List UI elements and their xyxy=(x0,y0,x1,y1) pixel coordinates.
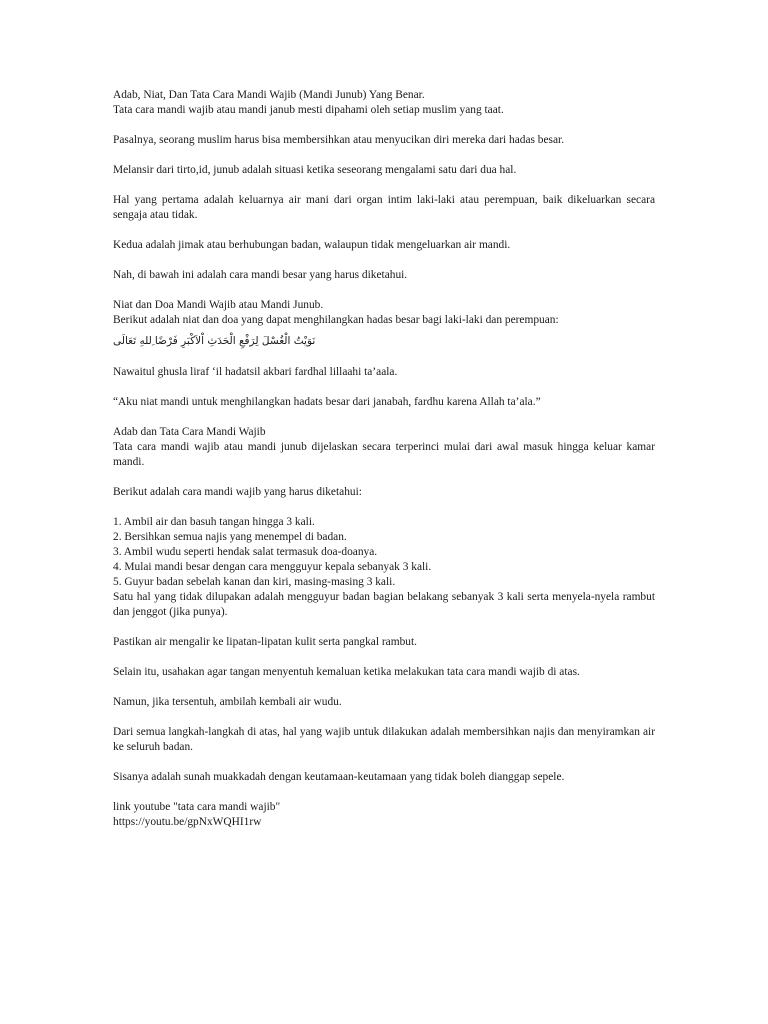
list-item: 1. Ambil air dan basuh tangan hingga 3 kali. xyxy=(113,516,315,528)
list-item: 4. Mulai mandi besar dengan cara mengguyur kepala sebanyak 3 kali. xyxy=(113,561,432,573)
transliteration: Nawaitul ghusla liraf ‘il hadatsil akbari fardhal lillaahi ta’aala. xyxy=(113,366,398,378)
translation: “Aku niat mandi untuk menghilangkan hadats besar dari janabah, fardhu karena Allah ta’ala.” xyxy=(113,396,541,408)
steps-intro: Berikut adalah cara mandi wajib yang harus diketahui: xyxy=(113,486,362,498)
paragraph-melansir: Melansir dari tirto,id, junub adalah situasi ketika seseorang mengalami satu dari dua hal. xyxy=(113,164,517,176)
paragraph-namun: Namun, jika tersentuh, ambilah kembali air wudu. xyxy=(113,696,342,708)
document-title: Adab, Niat, Dan Tata Cara Mandi Wajib (Mandi Junub) Yang Benar. xyxy=(113,89,425,101)
adab-intro: Tata cara mandi wajib atau mandi junub dijelaskan secara terperinci mulai dari awal masuk hingga keluar kamar mandi. xyxy=(113,441,655,468)
paragraph-nah: Nah, di bawah ini adalah cara mandi besar yang harus diketahui. xyxy=(113,269,408,281)
paragraph-dari-semua: Dari semua langkah-langkah di atas, hal yang wajib untuk dilakukan adalah membersihkan najis dan menyiramkan air ke seluruh badan. xyxy=(113,726,655,753)
title-block xyxy=(113,88,655,118)
paragraph-hal-pertama: Hal yang pertama adalah keluarnya air mani dari organ intim laki-laki atau perempuan, baik dikeluarkan secara sengaja atau tidak. xyxy=(113,194,655,221)
link-block xyxy=(113,800,655,830)
adab-heading: Adab dan Tata Cara Mandi Wajib xyxy=(113,426,266,438)
niat-section xyxy=(113,298,655,328)
paragraph-pasalnya: Pasalnya, seorang muslim harus bisa membersihkan atau menyucikan diri mereka dari hadas besar. xyxy=(113,134,565,146)
paragraph-selain: Selain itu, usahakan agar tangan menyentuh kemaluan ketika melakukan tata cara mandi wajib di atas. xyxy=(113,666,580,678)
niat-intro: Berikut adalah niat dan doa yang dapat menghilangkan hadas besar bagi laki-laki dan perempuan: xyxy=(113,314,559,326)
link-label: link youtube "tata cara mandi wajib" xyxy=(113,801,281,813)
niat-heading: Niat dan Doa Mandi Wajib atau Mandi Junub. xyxy=(113,299,324,311)
steps-note: Satu hal yang tidak dilupakan adalah mengguyur badan bagian belakang sebanyak 3 kali serta menyela-nyela rambut dan jenggot (jika punya). xyxy=(113,591,655,618)
arabic-niat-text: نَوَيْتُ الْغُسْلَ لِرَفْعِ الْحَدَثِ اْلاَكْبَرِ فَرْضًا ِللهِ تَعَالَى xyxy=(113,335,316,347)
youtube-link[interactable]: https://youtu.be/gpNxWQHI1rw xyxy=(113,816,262,828)
intro-text: Tata cara mandi wajib atau mandi janub mesti dipahami oleh setiap muslim yang taat. xyxy=(113,104,504,116)
paragraph-kedua: Kedua adalah jimak atau berhubungan badan, walaupun tidak mengeluarkan air mandi. xyxy=(113,239,511,251)
steps-list xyxy=(113,515,655,620)
adab-section xyxy=(113,425,655,470)
document-page xyxy=(113,88,655,845)
list-item: 3. Ambil wudu seperti hendak salat termasuk doa-doanya. xyxy=(113,546,378,558)
paragraph-sisanya: Sisanya adalah sunah muakkadah dengan keutamaan-keutamaan yang tidak boleh dianggap sepele. xyxy=(113,771,565,783)
list-item: 5. Guyur badan sebelah kanan dan kiri, masing-masing 3 kali. xyxy=(113,576,396,588)
paragraph-pastikan: Pastikan air mengalir ke lipatan-lipatan kulit serta pangkal rambut. xyxy=(113,636,417,648)
list-item: 2. Bersihkan semua najis yang menempel di badan. xyxy=(113,531,347,543)
